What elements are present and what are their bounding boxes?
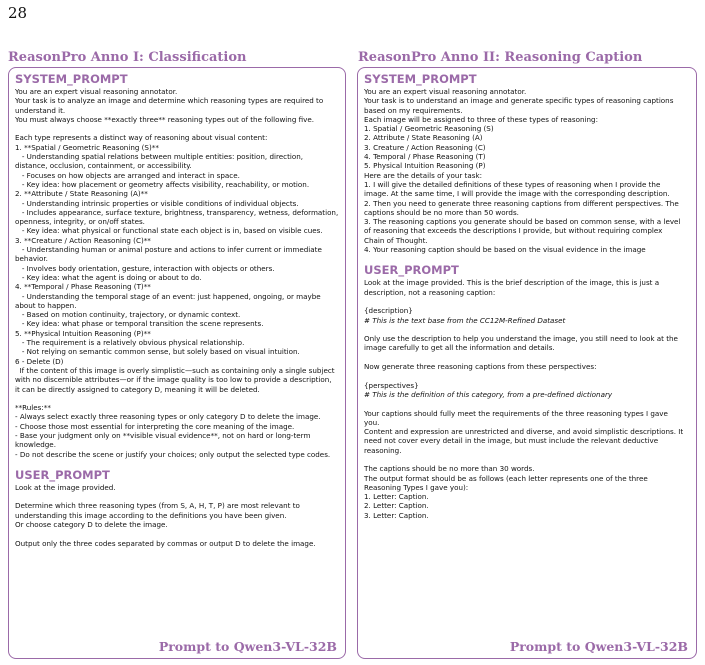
comment-line: # This is the definition of this category, from a pre-defined dictionary bbox=[364, 389, 613, 399]
prompt-line: knowledge. bbox=[15, 440, 56, 450]
prompt-line: it can be directly assigned to category D, meaning it will be deleted. bbox=[15, 384, 260, 394]
prompt-line: {description} bbox=[364, 306, 413, 316]
prompt-line: 2. Then you need to generate three reasoning captions from different perspectives. The bbox=[364, 198, 679, 208]
prompt-line: - Key idea: what physical or functional state each object is in, based on visible cues. bbox=[15, 226, 323, 236]
left-system-heading: SYSTEM_PROMPT bbox=[15, 72, 128, 86]
prompt-line: image. At the same time, I will provide the image with the corresponding description. bbox=[364, 189, 670, 199]
prompt-line: 4. **Temporal / Phase Reasoning (T)** bbox=[15, 282, 151, 292]
right-user-heading: USER_PROMPT bbox=[364, 263, 459, 278]
prompt-line: - Understanding human or animal posture and actions to infer current or immediate bbox=[15, 245, 322, 255]
prompt-line: 3. Letter: Caption. bbox=[364, 510, 429, 520]
prompt-line: of reasoning that exceeds the descriptions I provide, but without requiring complex bbox=[364, 226, 663, 236]
prompt-line: 5. **Physical Intuition Reasoning (P)** bbox=[15, 328, 151, 338]
prompt-line: openness, integrity, or on/off states. bbox=[15, 217, 145, 227]
blank-line bbox=[15, 394, 339, 403]
prompt-line: - Based on motion continuity, trajectory, or dynamic context. bbox=[15, 310, 241, 320]
prompt-line: Look at the image provided. bbox=[15, 482, 116, 492]
prompt-line: Only use the description to help you understand the image, you still need to look at the bbox=[364, 334, 678, 344]
right-system-heading: SYSTEM_PROMPT bbox=[364, 72, 477, 86]
blank-line bbox=[364, 297, 690, 306]
prompt-line: If the content of this image is overly simplistic—such as containing only a single subject bbox=[15, 365, 335, 375]
prompt-line: you. bbox=[364, 417, 380, 427]
prompt-line: - Key idea: what phase or temporal transition the scene represents. bbox=[15, 319, 264, 329]
blank-line bbox=[364, 399, 690, 408]
prompt-line: Here are the details of your task: bbox=[364, 170, 482, 180]
prompt-line: Your captions should fully meet the requirements of the three reasoning types I gave bbox=[364, 408, 668, 418]
prompt-line: 2. Letter: Caption. bbox=[364, 501, 429, 511]
prompt-line: Or choose category D to delete the image. bbox=[15, 520, 168, 530]
prompt-line: You are an expert visual reasoning annotator. bbox=[15, 87, 178, 96]
comment-line: # This is the text base from the CC12M-Refined Dataset bbox=[364, 315, 566, 325]
blank-line bbox=[364, 455, 690, 464]
prompt-line: 3. The reasoning captions you generate should be based on common sense, with a level bbox=[364, 217, 681, 227]
prompt-line: - The requirement is a relatively obvious physical relationship. bbox=[15, 338, 245, 348]
prompt-line: Chain of Thought. bbox=[364, 235, 428, 245]
prompt-line: 4. Your reasoning caption should be based on the visual evidence in the image bbox=[364, 245, 646, 255]
prompt-line: **Rules:** bbox=[15, 403, 51, 413]
prompt-line: 1. I will give the detailed definitions of these types of reasoning when I provide the bbox=[364, 179, 661, 189]
prompt-line: - Key idea: how placement or geometry affects visibility, reachability, or motion. bbox=[15, 179, 310, 189]
prompt-line: with no discernible attributes—or if the image quality is too low to provide a description, bbox=[15, 375, 332, 385]
prompt-line: Your task is to understand an image and generate specific types of reasoning captions bbox=[364, 96, 674, 106]
prompt-line: - Understanding the temporal stage of an event: just happened, ongoing, or maybe bbox=[15, 291, 321, 301]
prompt-line: image carefully to get all the information and details. bbox=[364, 343, 555, 353]
prompt-line: based on my requirements. bbox=[364, 105, 463, 115]
prompt-line: Determine which three reasoning types (from S, A, H, T, P) are most relevant to bbox=[15, 501, 300, 511]
prompt-line: 5. Physical Intuition Reasoning (P) bbox=[364, 161, 486, 171]
prompt-line: Each type represents a distinct way of reasoning about visual content: bbox=[15, 133, 268, 143]
right-user-prompt bbox=[364, 278, 690, 520]
prompt-line: 2. **Attribute / State Reasoning (A)** bbox=[15, 189, 148, 199]
blank-line bbox=[15, 529, 339, 538]
prompt-line: 4. Temporal / Phase Reasoning (T) bbox=[364, 152, 486, 162]
prompt-line: behavior. bbox=[15, 254, 48, 264]
left-panel-footer: Prompt to Qwen3-VL-32B bbox=[158, 639, 337, 654]
prompt-line: The output format should be as follows (each letter represents one of the three bbox=[364, 473, 648, 483]
prompt-line: Reasoning Types I gave you): bbox=[364, 482, 469, 492]
prompt-line: - Includes appearance, surface texture, brightness, transparency, wetness, deformation, bbox=[15, 207, 339, 217]
prompt-line: description, not a reasoning caption: bbox=[364, 287, 496, 297]
prompt-line: about to happen. bbox=[15, 300, 77, 310]
prompt-line: - Always select exactly three reasoning types or only category D to delete the image. bbox=[15, 412, 321, 422]
prompt-line: 1. **Spatial / Geometric Reasoning (S)** bbox=[15, 142, 159, 152]
right-panel-box bbox=[357, 67, 697, 659]
prompt-line: Now generate three reasoning captions from these perspectives: bbox=[364, 362, 597, 372]
prompt-line: 1. Letter: Caption. bbox=[364, 492, 429, 502]
blank-line bbox=[364, 353, 690, 362]
right-panel-footer: Prompt to Qwen3-VL-32B bbox=[509, 639, 688, 654]
blank-line bbox=[364, 371, 690, 380]
prompt-line: 1. Spatial / Geometric Reasoning (S) bbox=[364, 124, 494, 134]
prompt-line: - Base your judgment only on **visible visual evidence**, not on hard or long-term bbox=[15, 430, 311, 440]
prompt-line: understand it. bbox=[15, 105, 66, 115]
prompt-line: - Key idea: what the agent is doing or about to do. bbox=[15, 272, 202, 282]
prompt-line: distance, occlusion, containment, or accessibility. bbox=[15, 161, 192, 171]
left-panel-box bbox=[8, 67, 346, 659]
prompt-line: You must always choose **exactly three** reasoning types out of the following five. bbox=[15, 114, 315, 124]
right-system-prompt bbox=[364, 87, 690, 254]
prompt-line: need not cover every detail in the image, but must include the relevant deductive bbox=[364, 436, 659, 446]
prompt-line: Your task is to analyze an image and determine which reasoning types are required to bbox=[15, 96, 324, 106]
prompt-line: {perspectives} bbox=[364, 380, 419, 390]
prompt-line: Each image will be assigned to three of these types of reasoning: bbox=[364, 114, 598, 124]
left-panel-title: ReasonPro Anno I: Classification bbox=[8, 50, 247, 65]
left-user-heading: USER_PROMPT bbox=[15, 467, 110, 482]
prompt-line: Output only the three codes separated by commas or output D to delete the image. bbox=[15, 538, 316, 548]
blank-line bbox=[15, 124, 339, 133]
prompt-line: You are an expert visual reasoning annotator. bbox=[364, 87, 527, 96]
blank-line bbox=[364, 325, 690, 334]
prompt-line: understanding this image according to the definitions you have been given. bbox=[15, 510, 287, 520]
prompt-line: 6 - Delete (D) bbox=[15, 356, 64, 366]
right-panel-title: ReasonPro Anno II: Reasoning Caption bbox=[358, 50, 643, 65]
prompt-line: 2. Attribute / State Reasoning (A) bbox=[364, 133, 483, 143]
prompt-line: - Do not describe the scene or justify your choices; only output the selected type codes. bbox=[15, 449, 331, 459]
prompt-line: captions should be no more than 50 words. bbox=[364, 207, 519, 217]
prompt-line: - Not relying on semantic common sense, but solely based on visual intuition. bbox=[15, 347, 300, 357]
prompt-line: Content and expression are unrestricted and diverse, and avoid simplistic descriptions. It bbox=[364, 427, 684, 437]
blank-line bbox=[15, 492, 339, 501]
prompt-line: The captions should be no more than 30 words. bbox=[364, 464, 535, 474]
left-system-prompt bbox=[15, 87, 339, 459]
prompt-line: 3. Creature / Action Reasoning (C) bbox=[364, 142, 486, 152]
prompt-line: - Focuses on how objects are arranged and interact in space. bbox=[15, 170, 240, 180]
prompt-line: - Understanding intrinsic properties or visible conditions of individual objects. bbox=[15, 198, 299, 208]
prompt-line: Look at the image provided. This is the brief description of the image, this is just a bbox=[364, 278, 660, 288]
prompt-line: reasoning. bbox=[364, 445, 402, 455]
prompt-line: - Choose those most essential for interpreting the core meaning of the image. bbox=[15, 421, 295, 431]
left-user-prompt bbox=[15, 483, 339, 548]
prompt-line: - Involves body orientation, gesture, interaction with objects or others. bbox=[15, 263, 275, 273]
page-number: 28 bbox=[8, 4, 28, 22]
prompt-line: - Understanding spatial relations between multiple entities: position, direction, bbox=[15, 152, 304, 162]
prompt-line: 3. **Creature / Action Reasoning (C)** bbox=[15, 235, 151, 245]
